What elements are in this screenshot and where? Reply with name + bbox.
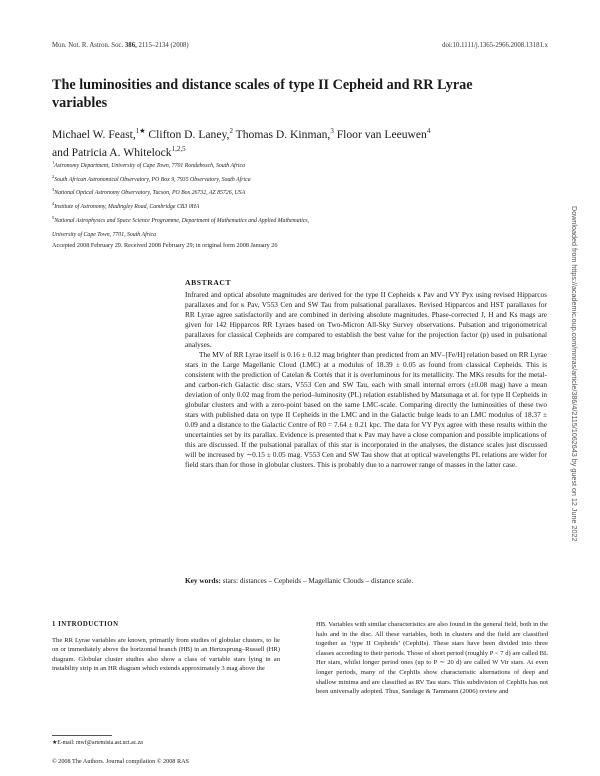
body-column-left	[52, 620, 280, 674]
abstract-paragraph-2: The MV of RR Lyrae itself is 0.16 ± 0.12 mag brighter than predicted from an MV–[Fe/H] relation based on RR Lyrae stars in the Large Magellanic Cloud (LMC) at a modulus of 18.39 ± 0.05 as found from classical Cepheids. This is consistent with the prediction of Catelan & Cortés that it is overluminous for its metallicity. The MKs results for the metal- and carbon-rich Galactic disc stars, V553 Cen and SW Tau, each with small internal errors (±0.08 mag) have a mean deviation of only 0.02 mag from the period–luminosity (PL) relation established by Matsunaga et al. for type II Cepheids in globular clusters and with a zero-point based on the same LMC-scale. Comparing directly the luminosities of these two stars with published data on type II Cepheids in the LMC and in the Galactic bulge leads to an LMC modulus of 18.37 ± 0.09 and a distance to the Galactic Centre of R0 = 7.64 ± 0.21 kpc. The data for VY Pyx agree with these results within the uncertainties set by its parallax. Evidence is presented that κ Pav may have a close companion and possible implications of this are discussed. If the pulsational parallax of this star is incorporated in the analyses, the distance scales just discussed will be increased by ∼0.15 ± 0.05 mag. V553 Cen and SW Tau show that at optical wavelengths PL relations are wider for field stars than for those in globular clusters. This is probably due to a narrower range of masses in the latter case.	[185, 350, 547, 469]
intro-paragraph-continued: HB. Variables with similar characteristics are also found in the general field, both in the halo and in the disc. All these variables, both in clusters and the field are classified together as ‘type II Cepheids’ (CephIIs). These stars have been divided into three classes according to their periods. Those of short period (roughly P < 7 d) are called BL Her stars, whilst longer period ones (up to P ∼ 20 d) are called W Vir stars. At even longer periods, many of the CephIIs show characteristic alternations of deep and shallow minima and are classified as RV Tau stars. This subdivision of CephIIs has not been universally adopted. Thus, Sandage & Tammann (2006) review and	[316, 621, 548, 696]
author-list	[52, 124, 522, 160]
volume: 386,	[124, 42, 137, 49]
keywords-text: stars: distances – Cepheids – Magellanic Clouds – distance scale.	[222, 576, 414, 585]
author-whitelock-affil: 1,2,5	[171, 144, 186, 153]
pages-year: 2115–2134 (2008)	[138, 42, 189, 49]
affiliation-2: $^2$South African Astronomical Observatory, PO Box 9, 7935 Observatory, South Africa	[52, 173, 251, 183]
author-feast[interactable]: Michael W. Feast,	[52, 127, 136, 141]
abstract	[185, 278, 547, 470]
author-laney[interactable]: Clifton D. Laney,	[145, 127, 230, 141]
download-watermark: Downloaded from https://academic.oup.com/mnras/article/386/4/2115/1062643 by guest on 12 June 2022	[570, 206, 579, 542]
affiliation-5: $^5$National Astrophysics and Space Science Programme, Department of Mathematics and Applied Mathematics,	[52, 214, 310, 224]
author-van-leeuwen[interactable]: Floor van Leeuwen	[333, 127, 427, 141]
journal-name: Mon. Not. R. Astron. Soc.	[52, 42, 124, 49]
abstract-heading: ABSTRACT	[185, 278, 232, 287]
affiliation-5-cont: University of Cape Town, 7701, South Africa	[52, 231, 157, 238]
body-column-right	[316, 620, 548, 697]
footnote	[52, 735, 280, 746]
footnote-email[interactable]: ★E-mail: mwf@artemisia.ast.uct.ac.za	[52, 740, 143, 746]
citation	[52, 42, 189, 49]
author-laney-affil: 2	[229, 127, 233, 135]
affiliation-3: $^3$National Optical Astronomy Observatory, Tucson, PO Box 26732, AZ 85726, USA	[52, 187, 246, 197]
section-heading-introduction: 1 INTRODUCTION	[52, 621, 119, 628]
affiliation-1: $^1$Astronomy Department, University of Cape Town, 7701 Rondebosch, South Africa	[52, 160, 245, 169]
author-kinman[interactable]: Thomas D. Kinman,	[232, 127, 331, 141]
abstract-paragraph-1: Infrared and optical absolute magnitudes are derived for the type II Cepheids κ Pav and VY Pyx using revised Hipparcos parallaxes and for κ Pav, V553 Cen and SW Tau from pulsational parallaxes. Revised Hipparcos and HST parallaxes for RR Lyrae agree satisfactorily and are combined in deriving absolute magnitudes. Phase-corrected J, H and Ks mags are given for 142 Hipparcos RR Lyraes based on Two-Micron All-Sky Survey observations. Pulsation and trigonometrical parallaxes for classical Cepheids are compared to establish the best value for the projection factor (p) used in pulsational analyses.	[185, 290, 547, 349]
keywords	[185, 576, 547, 585]
affiliation-4: $^4$Institute of Astronomy, Madingley Road, Cambridge CB3 0HA	[52, 201, 200, 211]
doi[interactable]: doi:10.1111/j.1365-2966.2008.13181.x	[442, 42, 548, 49]
author-kinman-affil: 3	[330, 127, 334, 135]
author-line-1	[52, 124, 522, 142]
author-feast-affil: 1★	[135, 127, 146, 135]
intro-paragraph: The RR Lyrae variables are known, primarily from studies of globular clusters, to lie on or immediately above the horizontal branch (HB) in an Hertzsprung–Russell (HR) diagram. Globular cluster studies also show a class of variable stars lying in an instability strip in an HR diagram which extends approximately 3 mag above the	[52, 636, 280, 673]
paper-title: The luminosities and distance scales of type II Cepheid and RR Lyrae variables	[52, 77, 473, 111]
submission-dates: Accepted 2008 February 29. Received 2008 February 29; in original form 2008 January 26	[52, 242, 278, 249]
author-van-leeuwen-affil: 4	[426, 127, 431, 135]
running-head	[52, 42, 548, 54]
footnote-rule	[52, 735, 112, 736]
affiliations	[52, 158, 522, 240]
keywords-label: Key words:	[185, 576, 221, 585]
copyright: © 2008 The Authors. Journal compilation © 2008 RAS	[52, 758, 189, 765]
author-whitelock[interactable]: and Patricia A. Whitelock	[52, 145, 172, 159]
